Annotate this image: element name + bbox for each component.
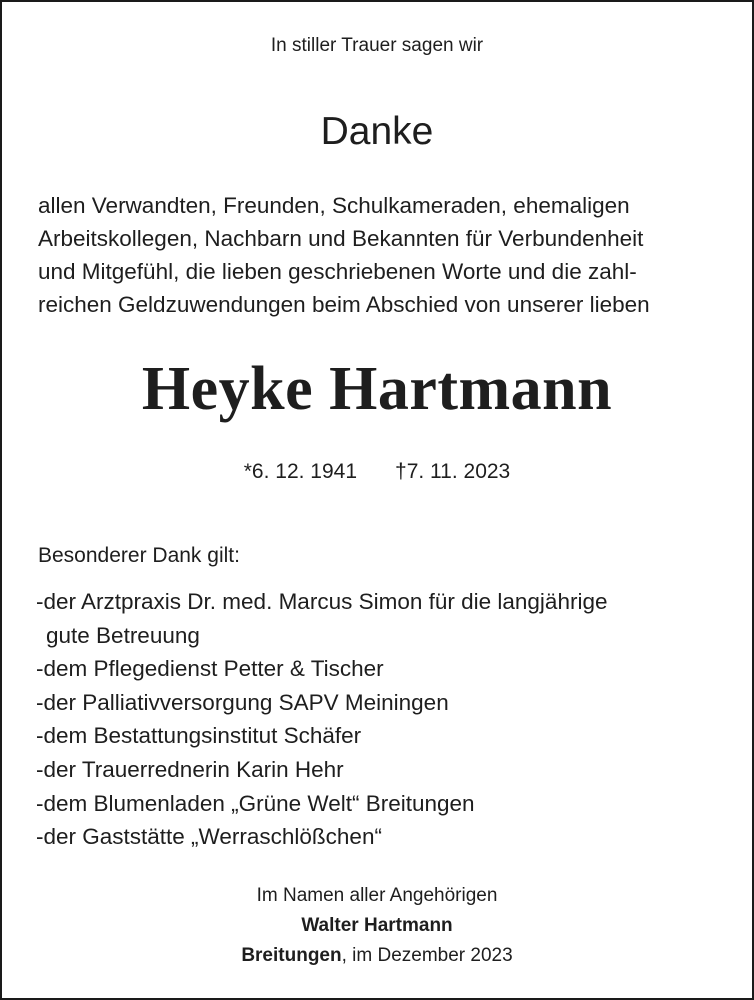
thanks-line: reichen Geldzuwendungen beim Abschied von unserer lieben <box>38 292 650 317</box>
closing-line: Im Namen aller Angehörigen <box>256 885 498 906</box>
intro-line: In stiller Trauer sagen wir <box>270 35 484 56</box>
place-name: Breitungen <box>241 945 342 966</box>
thanks-paragraph <box>38 189 650 321</box>
special-thanks-item: -dem Bestattungsinstitut Schäfer <box>36 723 362 749</box>
special-thanks-item: -dem Blumenladen „Grüne Welt“ Breitungen <box>36 790 475 816</box>
thanks-line: allen Verwandten, Freunden, Schulkameraden, ehemaligen <box>38 193 630 218</box>
special-thanks-item: -der Palliativversorgung SAPV Meiningen <box>36 689 449 715</box>
thanks-line: und Mitgefühl, die lieben geschriebenen Worte und die zahl- <box>38 259 637 284</box>
death-date: †7. 11. 2023 <box>395 460 511 483</box>
place-date-line <box>2 941 752 971</box>
headline-danke: Danke <box>320 110 434 153</box>
signer-name: Walter Hartmann <box>301 915 453 936</box>
special-thanks-item: -der Gaststätte „Werraschlößchen“ <box>36 824 382 850</box>
special-thanks-item: gute Betreuung <box>46 622 200 648</box>
thanks-line: Arbeitskollegen, Nachbarn und Bekannten für Verbundenheit <box>38 226 644 251</box>
birth-date: *6. 12. 1941 <box>243 460 358 483</box>
closing-block <box>2 881 752 971</box>
special-thanks-item: -der Arztpraxis Dr. med. Marcus Simon für die langjährige <box>36 589 608 614</box>
special-thanks-item: -der Trauerrednerin Karin Hehr <box>36 756 344 782</box>
life-dates <box>2 460 752 484</box>
closing-date: , im Dezember 2023 <box>341 945 513 966</box>
deceased-name: Heyke Hartmann <box>141 355 613 423</box>
special-thanks-heading: Besonderer Dank gilt: <box>38 544 240 567</box>
special-thanks-item: -dem Pflegedienst Petter & Tischer <box>36 656 384 682</box>
special-thanks-list <box>36 585 607 854</box>
